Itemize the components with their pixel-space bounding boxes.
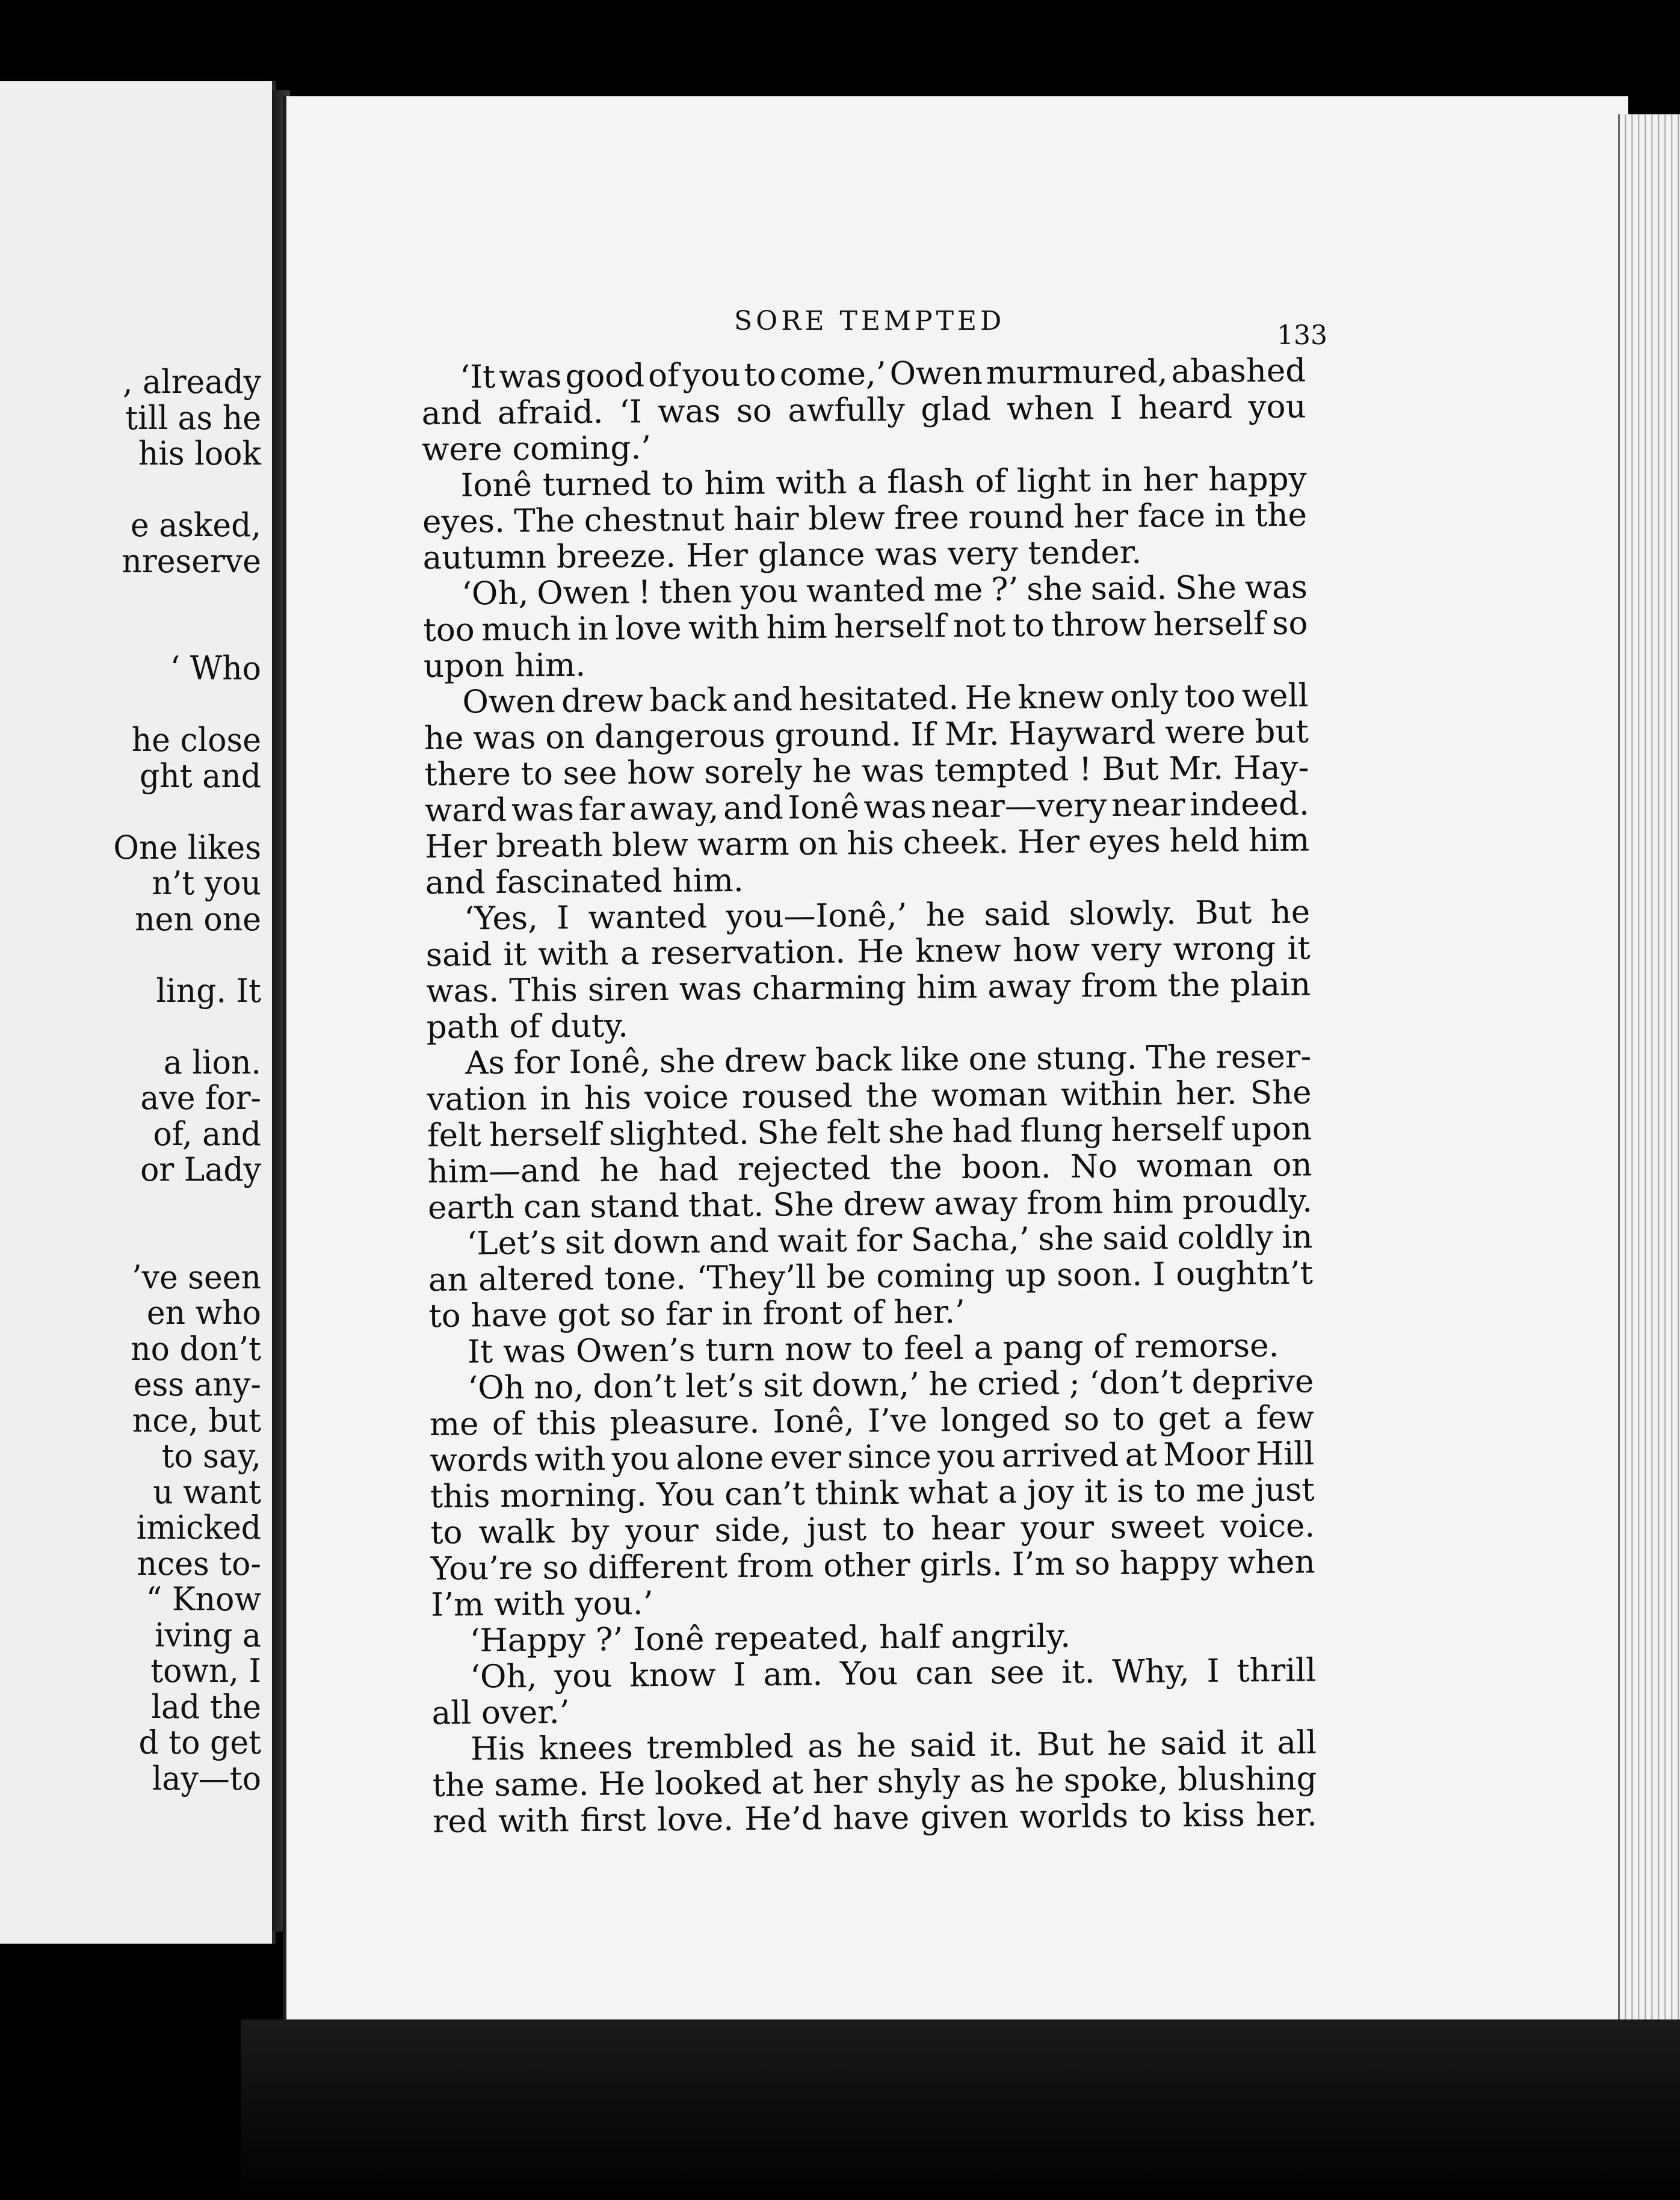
text-line: upon him. [423, 646, 586, 685]
facing-page-line: lay—to [152, 1760, 261, 1797]
text-line: this morning. You can’t think what a joy it is to me just [430, 1471, 1315, 1515]
text-line: ‘Oh no, don’t let’s sit down,’ he cried ; ‘don’t deprive [468, 1363, 1314, 1407]
facing-page-line: no don’t [131, 1330, 261, 1368]
text-line: Owen drew back and hesitated. He knew only too well [462, 677, 1309, 721]
text-line: You’re so different from other girls. I’m so happy when [430, 1543, 1315, 1587]
facing-page-line: “ Know [146, 1580, 261, 1619]
text-line: said it with a reservation. He knew how very wrong it [425, 930, 1311, 974]
text-line: vation in his voice roused the woman within her. She [427, 1074, 1312, 1118]
facing-page-line: ght and [140, 757, 261, 795]
text-line: As for Ionê, she drew back like one stung. The reser- [465, 1038, 1312, 1082]
facing-page-line: imicked [136, 1509, 261, 1547]
facing-page-line: u want [153, 1473, 261, 1511]
text-line: earth can stand that. She drew away from him proudly. [427, 1182, 1313, 1226]
text-line: were coming.’ [421, 430, 652, 468]
facing-page-text [0, 81, 272, 1944]
facing-page-line: ’ve seen [132, 1258, 261, 1296]
text-line: It was Owen’s turn now to feel a pang of remorse. [467, 1327, 1279, 1371]
facing-page-line: of, and [153, 1115, 261, 1153]
facing-page-line: a lion. [163, 1043, 261, 1081]
facing-page-line: d to get [138, 1723, 261, 1762]
facing-page-line: nen one [135, 900, 261, 938]
text-line: and afraid. ‘I was so awfully glad when I heard you [421, 388, 1306, 432]
facing-page-line: ave for- [140, 1079, 261, 1117]
facing-page-line: nce, but [132, 1401, 261, 1439]
text-line: ‘It was good of you to come,’ Owen murmured, abashed [459, 352, 1306, 396]
facing-page-line: e asked, [130, 506, 261, 545]
facing-page-line: lad the [151, 1688, 261, 1726]
facing-page-line: or Lady [140, 1151, 261, 1189]
text-line: ‘Let’s sit down and wait for Sacha,’ she said coldly in [466, 1219, 1313, 1262]
facing-page-line: ling. It [156, 972, 261, 1010]
facing-page-line: his look [138, 434, 261, 473]
text-line: ‘Yes, I wanted you—Ionê,’ he said slowly. But he [464, 894, 1311, 938]
page-edges [1618, 114, 1680, 2190]
text-line: ward was far away, and Ionê was near—very near indeed. [424, 785, 1310, 829]
text-line: him—and he had rejected the boon. No woman on [427, 1146, 1312, 1190]
text-line: too much in love with him herself not to throw herself so [423, 605, 1308, 649]
text-line: eyes. The chestnut hair blew free round her face in the [422, 496, 1308, 540]
facing-page-line: n’t you [152, 864, 261, 903]
facing-page-line: ‘ Who [170, 649, 261, 688]
text-line: he was on dangerous ground. If Mr. Hayward were but [424, 713, 1309, 757]
page-number: 133 [1277, 320, 1327, 351]
text-line: path of duty. [426, 1007, 629, 1046]
text-line: words with you alone ever since you arrived at Moor Hill [430, 1435, 1315, 1479]
bottom-shadow [241, 2019, 1680, 2200]
facing-page-line: , already [123, 363, 261, 401]
running-head: SORE TEMPTED [734, 306, 1005, 336]
text-line: there to see how sorely he was tempted ! But Mr. Hay- [424, 749, 1309, 793]
facing-page-line: to say, [161, 1437, 261, 1475]
text-line: ‘Oh, Owen ! then you wanted me ?’ she said. She was [461, 569, 1308, 613]
text-line: I’m with you.’ [431, 1585, 653, 1624]
text-line: to walk by your side, just to hear your sweet voice. [430, 1507, 1315, 1551]
text-line: an altered tone. ‘They’ll be coming up soon. I oughtn’t [428, 1255, 1314, 1299]
facing-page-left [0, 81, 276, 1944]
text-line: me of this pleasure. Ionê, I’ve longed so to get a few [429, 1399, 1315, 1443]
facing-page-line: ess any- [133, 1365, 261, 1404]
facing-page-line: One likes [113, 829, 261, 867]
text-line: felt herself slighted. She felt she had flung herself upon [427, 1110, 1312, 1154]
text-line: to have got so far in front of her.’ [428, 1293, 966, 1335]
facing-page-line: iving a [155, 1616, 261, 1654]
text-line: red with first love. He’d have given worlds to kiss her. [432, 1796, 1318, 1840]
facing-page-line: he close [131, 721, 261, 759]
text-line: the same. He looked at her shyly as he spoke, blushing [432, 1760, 1317, 1804]
facing-page-line: nces to- [137, 1545, 261, 1583]
text-line: was. This siren was charming him away from the plain [426, 966, 1311, 1010]
text-line: all over.’ [431, 1694, 570, 1732]
text-line: ‘Happy ?’ Ionê repeated, half angrily. [469, 1618, 1071, 1660]
facing-page-line: en who [146, 1294, 261, 1332]
facing-page-line: till as he [125, 399, 261, 437]
text-line: His knees trembled as he said it. But he said it all [470, 1724, 1317, 1768]
text-line: ‘Oh, you know I am. You can see it. Why, I thrill [469, 1652, 1317, 1696]
body-text [421, 353, 1317, 1840]
text-line: Ionê turned to him with a flash of light in her happy [460, 460, 1307, 504]
text-line: and fascinated him. [425, 862, 744, 901]
facing-page-line: nreserve [122, 542, 261, 580]
facing-page-line: town, I [150, 1652, 261, 1690]
text-line: Her breath blew warm on his cheek. Her eyes held him [425, 821, 1310, 865]
text-line: autumn breeze. Her glance was very tender. [422, 534, 1142, 576]
